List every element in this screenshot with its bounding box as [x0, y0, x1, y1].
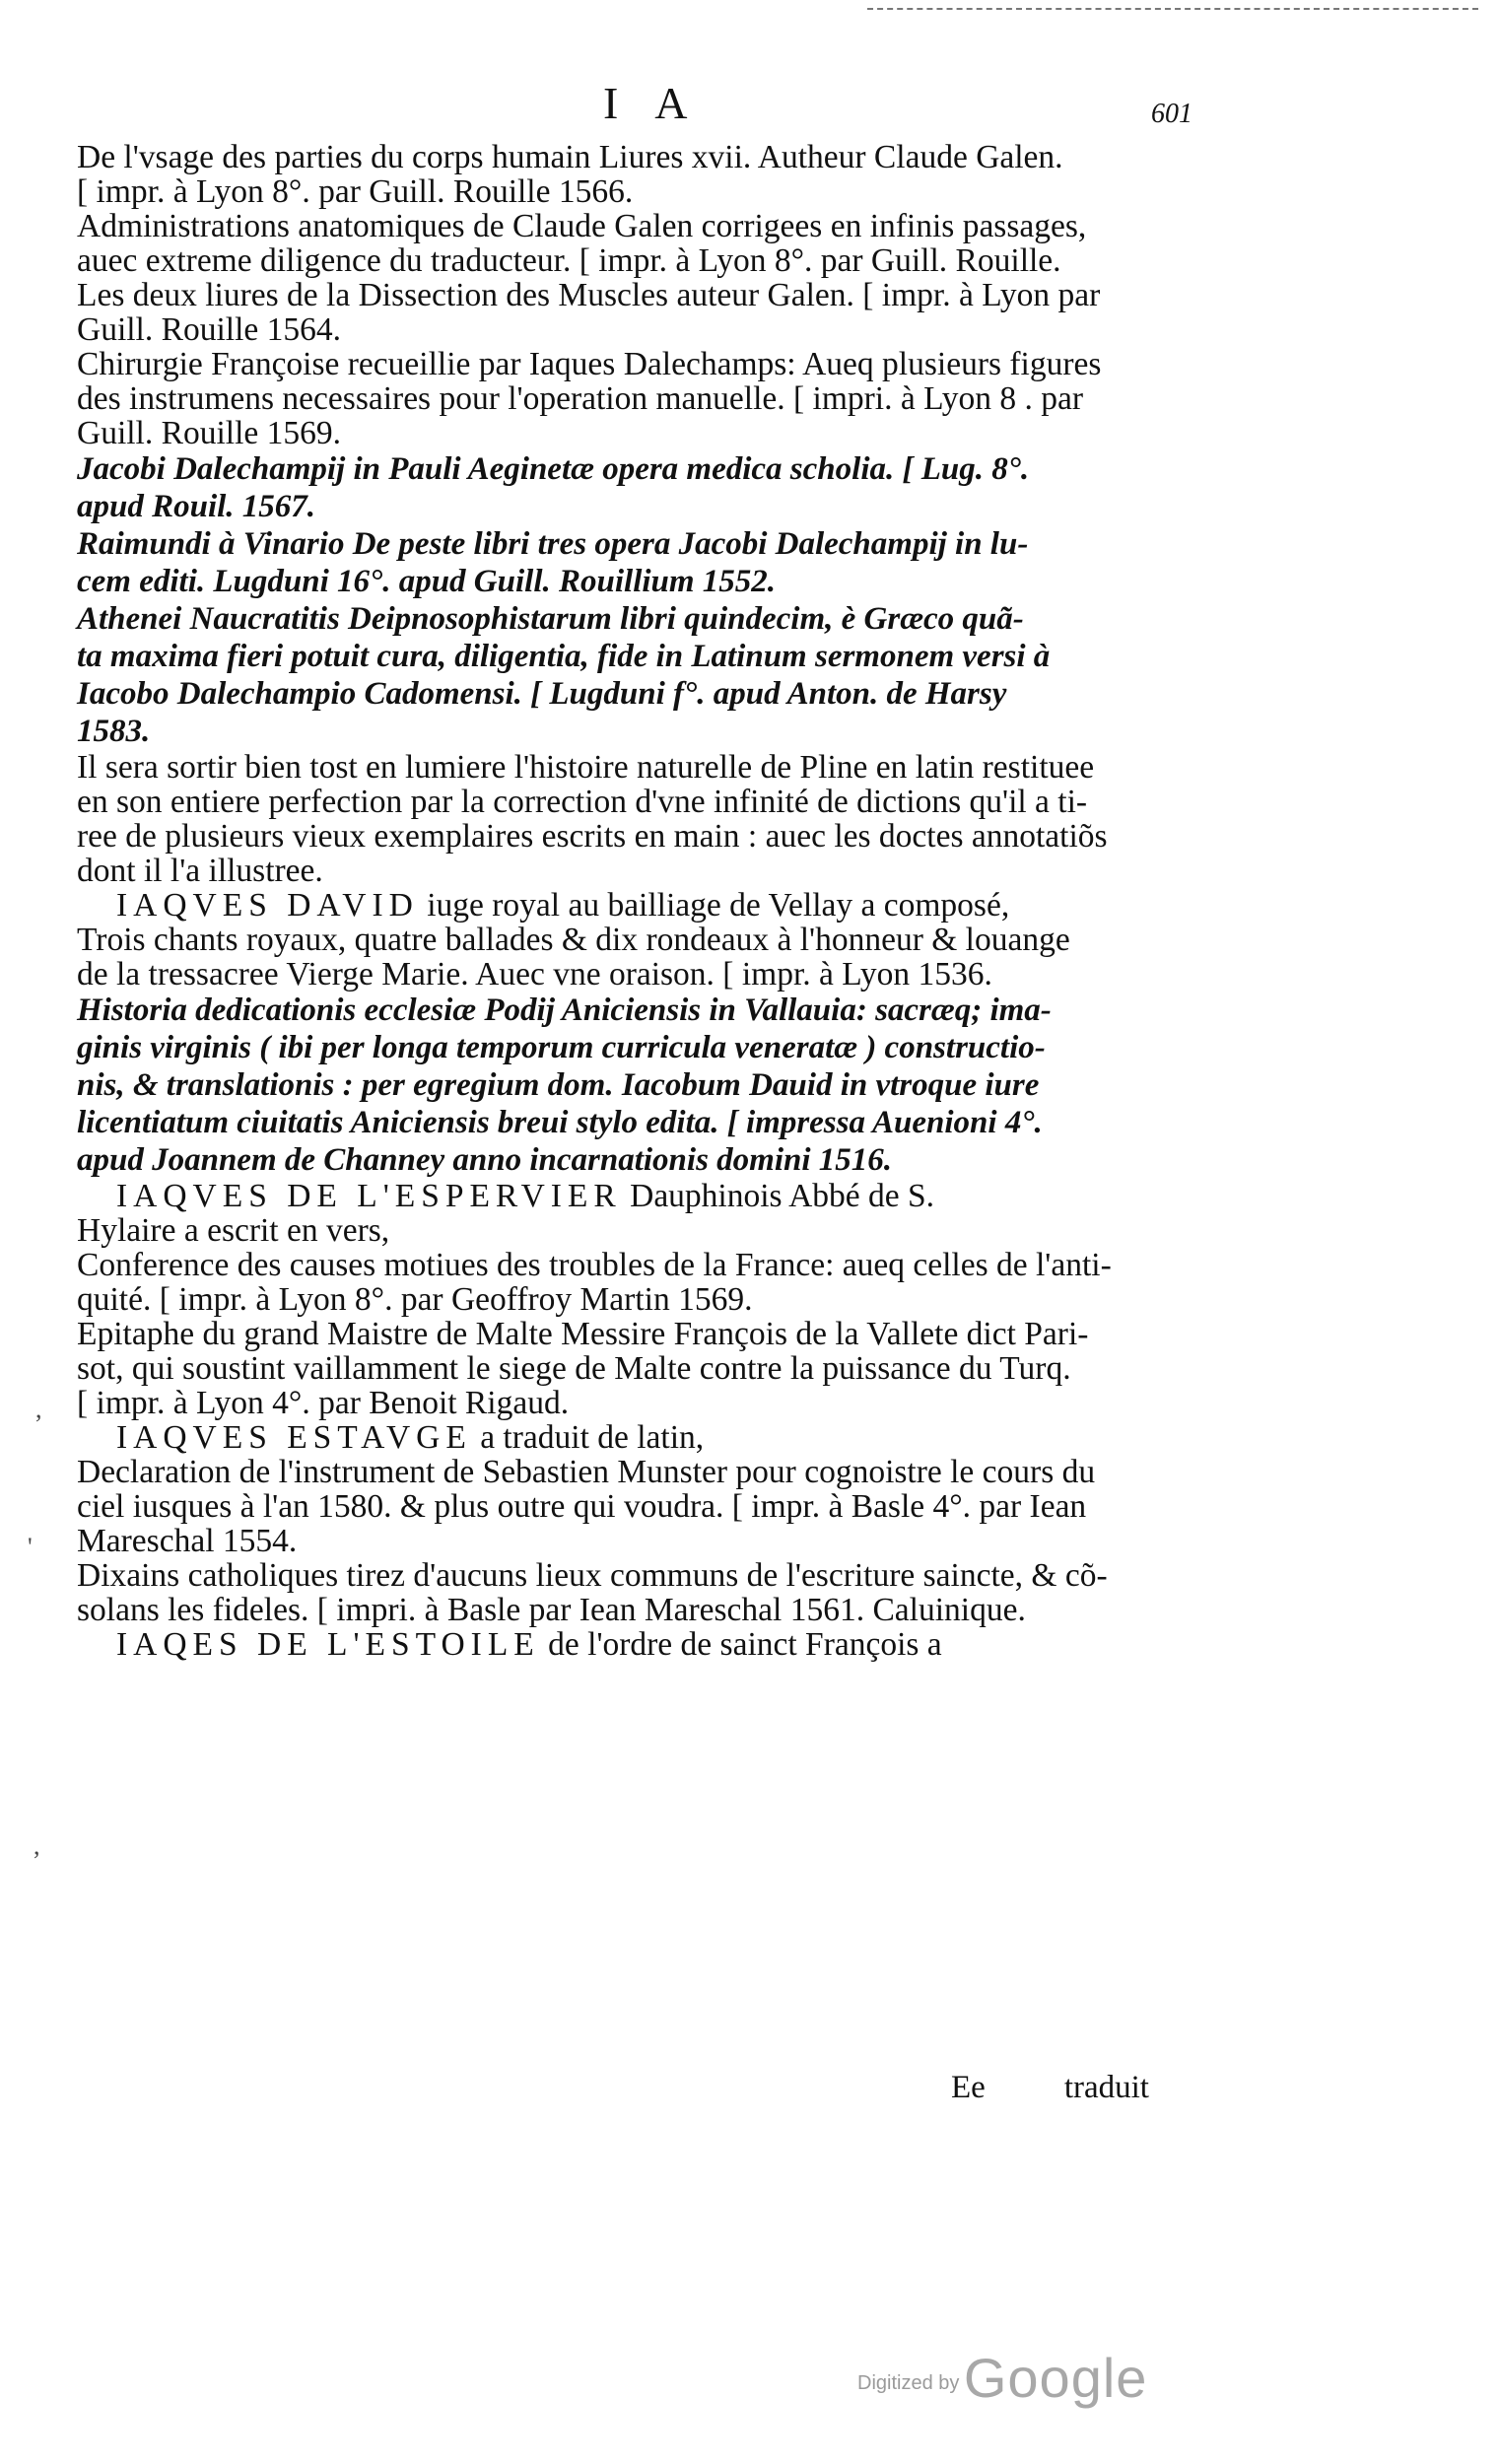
text-line [77, 563, 1240, 600]
text-line [77, 1317, 1240, 1351]
margin-mark: ' [28, 1533, 33, 1561]
text-line [77, 1066, 1240, 1104]
text-line [77, 957, 1240, 992]
text-line [77, 923, 1240, 957]
text-line [77, 819, 1240, 854]
line-text: auec extreme diligence du traducteur. [ impr. à Lyon 8°. par Guill. Rouille. [77, 242, 1061, 279]
text-line [77, 347, 1240, 381]
author-name: IAQVES DE L'ESPERVIER [116, 1178, 622, 1214]
line-text: licentiatum ciuitatis Aniciensis breui stylo edita. [ impressa Auenioni 4°. [77, 1105, 1043, 1140]
line-text: des instrumens necessaires pour l'operation manuelle. [ impri. à Lyon 8 . par [77, 380, 1083, 417]
line-text: apud Joannem de Channey anno incarnationis domini 1516. [77, 1142, 893, 1178]
text-line [77, 1455, 1240, 1489]
line-text: Administrations anatomiques de Claude Galen corrigees en infinis passages, [77, 208, 1087, 244]
body-text [77, 140, 1240, 1662]
line-text: Guill. Rouille 1564. [77, 311, 341, 348]
text-line [77, 525, 1240, 563]
text-line [77, 888, 1240, 923]
line-text: sot, qui soustint vaillamment le siege de Malte contre la puissance du Turq. [77, 1350, 1071, 1387]
text-line [77, 1213, 1240, 1248]
margin-mark: , [35, 1395, 42, 1423]
line-text: a traduit de latin, [471, 1419, 705, 1456]
line-text: [ impr. à Lyon 8°. par Guill. Rouille 1566. [77, 173, 634, 210]
text-line [77, 785, 1240, 819]
text-line [77, 209, 1240, 243]
line-text: cem editi. Lugduni 16°. apud Guill. Rouillium 1552. [77, 564, 777, 599]
text-line [77, 174, 1240, 209]
line-text: Iacobo Dalechampio Cadomensi. [ Lugduni f°. apud Anton. de Harsy [77, 676, 1007, 712]
line-text: de la tressacree Vierge Marie. Auec vne oraison. [ impr. à Lyon 1536. [77, 956, 992, 992]
text-line [77, 1029, 1240, 1066]
text-line [77, 1386, 1240, 1420]
line-text: Dixains catholiques tirez d'aucuns lieux communs de l'escriture saincte, & cõ- [77, 1557, 1108, 1594]
line-text: De l'vsage des parties du corps humain Liures xvii. Autheur Claude Galen. [77, 139, 1063, 175]
line-text: Chirurgie Françoise recueillie par Iaques Dalechamps: Aueq plusieurs figures [77, 346, 1102, 382]
catchword: traduit [1063, 2070, 1149, 2105]
line-text: [ impr. à Lyon 4°. par Benoit Rigaud. [77, 1385, 570, 1421]
text-line [77, 713, 1240, 750]
text-line [77, 312, 1240, 347]
text-line [77, 450, 1240, 488]
text-line [77, 1627, 1240, 1662]
line-text: de l'ordre de sainct François a [539, 1626, 942, 1663]
line-text: Hylaire a escrit en vers, [77, 1212, 390, 1249]
text-line [77, 854, 1240, 888]
line-text: Jacobi Dalechampij in Pauli Aeginetæ opera medica scholia. [ Lug. 8°. [77, 451, 1030, 487]
text-line [77, 1179, 1240, 1213]
text-line [77, 416, 1240, 450]
watermark-prefix: Digitized by [857, 2372, 960, 2394]
line-text: Conference des causes motiues des troubles de la France: aueq celles de l'anti- [77, 1247, 1112, 1283]
line-text: Les deux liures de la Dissection des Muscles auteur Galen. [ impr. à Lyon par [77, 277, 1101, 313]
text-line [77, 638, 1240, 675]
text-line [77, 1558, 1240, 1593]
author-name: IAQVES DAVID [116, 887, 419, 924]
line-text: Raimundi à Vinario De peste libri tres opera Jacobi Dalechampij in lu- [77, 526, 1029, 562]
text-line [77, 488, 1240, 525]
line-text: Declaration de l'instrument de Sebastien Munster pour cognoistre le cours du [77, 1454, 1096, 1490]
line-text: ginis virginis ( ibi per longa temporum curricula veneratæ ) constructio- [77, 1030, 1046, 1065]
text-line [77, 992, 1240, 1029]
text-line [77, 1282, 1240, 1317]
text-line [77, 600, 1240, 638]
line-text: Trois chants royaux, quatre ballades & dix rondeaux à l'honneur & louange [77, 922, 1070, 958]
line-text: en son entiere perfection par la correction d'vne infinité de dictions qu'il a ti- [77, 784, 1088, 820]
line-text: nis, & translationis : per egregium dom. Iacobum Dauid in vtroque iure [77, 1067, 1040, 1103]
text-line [77, 1141, 1240, 1179]
line-text: Mareschal 1554. [77, 1523, 298, 1559]
line-text: Epitaphe du grand Maistre de Malte Messire François de la Vallete dict Pari- [77, 1316, 1089, 1352]
text-line [77, 1104, 1240, 1141]
page-number: 601 [1151, 99, 1192, 129]
running-head: I A [603, 78, 702, 128]
text-line [77, 1524, 1240, 1558]
text-line [77, 1489, 1240, 1524]
line-text: Dauphinois Abbé de S. [621, 1178, 935, 1214]
line-text: Guill. Rouille 1569. [77, 415, 341, 451]
line-text: Athenei Naucratitis Deipnosophistarum libri quindecim, è Græco quã- [77, 601, 1024, 637]
text-line [77, 1593, 1240, 1627]
line-text: dont il l'a illustree. [77, 853, 323, 889]
text-line [77, 140, 1240, 174]
margin-mark: , [34, 1831, 40, 1860]
scan-edge-mark [867, 8, 1478, 10]
author-name: IAQVES ESTAVGE [116, 1419, 472, 1456]
text-line [77, 381, 1240, 416]
text-line [77, 1351, 1240, 1386]
text-line [77, 675, 1240, 713]
line-text: ree de plusieurs vieux exemplaires escrits en main : auec les doctes annotatiõs [77, 818, 1108, 855]
text-line [77, 1420, 1240, 1455]
line-text: Historia dedicationis ecclesiæ Podij Aniciensis in Vallauia: sacræq; ima- [77, 992, 1052, 1028]
google-logo: Google [963, 2347, 1148, 2409]
line-text: Il sera sortir bien tost en lumiere l'histoire naturelle de Pline en latin restituee [77, 749, 1095, 786]
text-line [77, 278, 1240, 312]
text-line [77, 1248, 1240, 1282]
catchwords [951, 2070, 1149, 2106]
line-text: quité. [ impr. à Lyon 8°. par Geoffroy Martin 1569. [77, 1281, 753, 1318]
text-line [77, 243, 1240, 278]
page-header [0, 77, 1499, 136]
text-line [77, 750, 1240, 785]
signature-mark: Ee [951, 2070, 986, 2105]
line-text: solans les fideles. [ impri. à Basle par Iean Mareschal 1561. Caluinique. [77, 1592, 1026, 1628]
author-name: IAQES DE L'ESTOILE [116, 1626, 540, 1663]
google-watermark [857, 2346, 1147, 2410]
line-text: iuge royal au bailliage de Vellay a composé, [418, 887, 1010, 924]
line-text: ciel iusques à l'an 1580. & plus outre qui voudra. [ impr. à Basle 4°. par Iean [77, 1488, 1087, 1525]
line-text: ta maxima fieri potuit cura, diligentia, fide in Latinum sermonem versi à [77, 639, 1051, 674]
line-text: apud Rouil. 1567. [77, 489, 316, 524]
line-text: 1583. [77, 714, 151, 749]
